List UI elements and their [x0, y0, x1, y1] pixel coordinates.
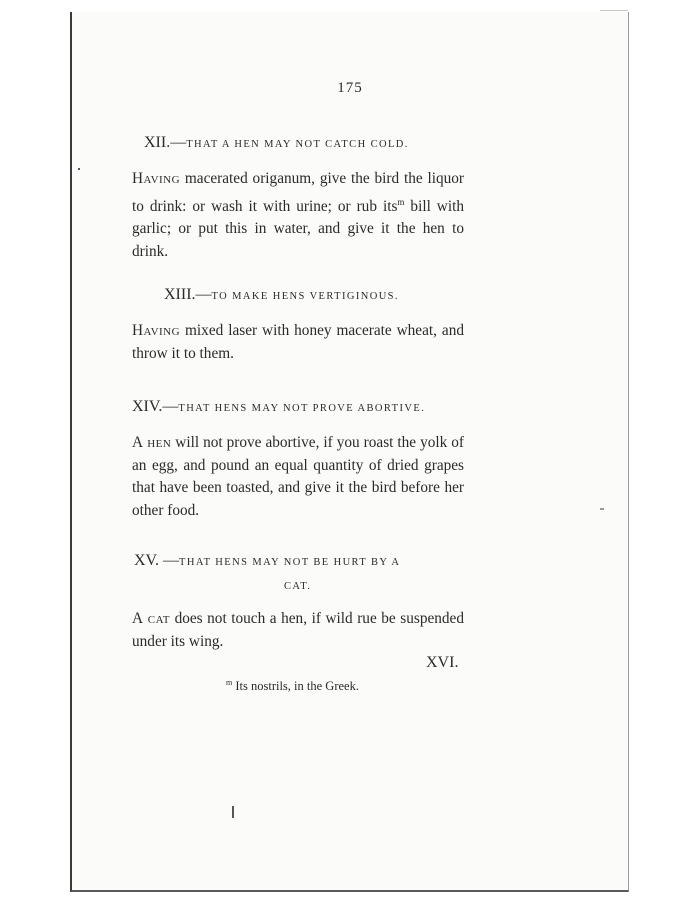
paragraph-text: does not touch a hen, if wild rue be suspended under its wing. [132, 610, 464, 650]
ink-speck [232, 806, 234, 818]
section-heading [132, 398, 425, 416]
section-title-line2: CAT. [284, 581, 312, 592]
catchword: XVI. [426, 654, 459, 671]
section-numeral: XIV.— [132, 398, 179, 415]
footnote [226, 678, 359, 694]
ink-speck [78, 168, 80, 170]
ink-speck [600, 508, 604, 510]
section-paragraph [132, 432, 464, 522]
page-edge [600, 10, 628, 17]
section-heading-continued [284, 576, 311, 594]
section-paragraph [132, 320, 464, 365]
section-paragraph [132, 168, 464, 263]
footnote-reference: m [397, 196, 405, 207]
paragraph-text-continued: bill with garlic; or put this in water, and give it the hen to drink. [132, 197, 464, 260]
section-title: THAT A HEN MAY NOT CATCH COLD. [186, 139, 409, 150]
section-heading [134, 552, 400, 570]
paragraph-first-word: A cat [132, 610, 171, 627]
paragraph-text: will not prove abortive, if you roast the yolk of an egg, and pound an equal quantity of dried grapes that have been toasted, and give it the bird before her other food. [132, 434, 464, 519]
section-heading [164, 286, 399, 304]
section-heading [144, 134, 409, 152]
footnote-text: Its nostrils, in the Greek. [232, 679, 359, 694]
section-title: THAT HENS MAY NOT PROVE ABORTIVE. [178, 403, 426, 414]
section-paragraph [132, 608, 464, 653]
section-title: TO MAKE HENS VERTIGINOUS. [211, 291, 399, 302]
section-numeral: XIII.— [164, 286, 212, 303]
paragraph-text: macerated origanum, give the bird the liquor to drink: or wash it with urine; or rub its [132, 170, 464, 215]
paragraph-first-word: Having [132, 170, 181, 187]
paragraph-first-word: A hen [132, 434, 172, 451]
paragraph-first-word: Having [132, 322, 181, 339]
section-numeral: XV. — [134, 552, 180, 569]
paragraph-text: mixed laser with honey macerate wheat, and throw it to them. [132, 322, 464, 362]
section-numeral: XII.— [144, 134, 187, 151]
section-title: THAT HENS MAY NOT BE HURT BY A [179, 557, 401, 568]
page-number: 175 [337, 80, 363, 96]
footnote-marker: m [226, 678, 233, 687]
